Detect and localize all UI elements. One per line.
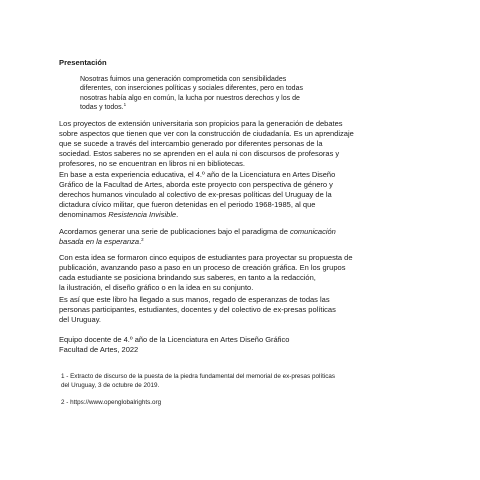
text-line: En base a esta experiencia educativa, el 4.º año de la Licenciatura en Artes Diseño xyxy=(59,170,336,179)
text-line: cada estudiante se posiciona brindando sus saberes, en tanto a la redacción, xyxy=(59,273,316,282)
footnote-1 xyxy=(61,373,421,390)
emphasis-text: comunicación xyxy=(289,227,336,236)
text-line xyxy=(59,210,429,220)
footnote-link[interactable]: 2 - https://www.openglobalrights.org xyxy=(61,399,162,406)
text-fragment: denominamos xyxy=(59,210,109,219)
quote-last-text: todas y todos. xyxy=(80,104,124,112)
quote-line-last xyxy=(80,103,320,112)
footnote-2 xyxy=(61,399,421,408)
text-line: dictadura cívico militar, que fueron detenidas en el periodo 1968-1985, al que xyxy=(59,200,316,209)
quote-line: nosotras había algo en común, la lucha por nuestros derechos y los de xyxy=(80,94,300,102)
text-line: Con esta idea se formaron cinco equipos de estudiantes para proyectar su propuesta de xyxy=(59,253,353,262)
text-fragment: . xyxy=(139,237,142,246)
text-line: Gráfico de la Facultad de Artes, aborda este proyecto con perspectiva de género y xyxy=(59,180,333,189)
text-line: derechos humanos vinculado al colectivo de ex-presas políticas del Uruguay de la xyxy=(59,190,332,199)
paragraph-extension xyxy=(59,119,429,169)
paragraph-teams xyxy=(59,253,429,293)
footnote-line: 1 - Extracto de discurso de la puesta de la piedra fundamental del memorial de ex-presas políticas xyxy=(61,373,336,380)
quote-line: Nosotras fuimos una generación comprometida con sensibilidades xyxy=(80,76,287,83)
section-title: Presentación xyxy=(59,58,107,67)
text-line xyxy=(59,227,429,237)
text-fragment: Acordamos generar una serie de publicaciones bajo el paradigma de xyxy=(59,227,290,236)
footnote-ref-2[interactable]: 2 xyxy=(141,237,144,242)
paragraph-paradigm xyxy=(59,227,429,247)
text-line xyxy=(59,237,429,247)
footnote-line: del Uruguay, 3 de octubre de 2019. xyxy=(61,381,160,389)
signature-line: Facultad de Artes, 2022 xyxy=(59,345,139,354)
text-line: que se sucede a través del intercambio generado por diferentes personas de la xyxy=(59,139,323,148)
text-line: sociedad. Estos saberes no se aprenden en el aula ni con discursos de profesoras y xyxy=(59,149,340,158)
emphasis-text: basada en la esperanza xyxy=(59,237,140,246)
text-line: personas participantes, estudiantes, docentes y del colectivo de ex-presas políticas xyxy=(59,305,336,314)
text-line: del Uruguay. xyxy=(59,315,101,324)
text-line: la ilustración, el diseño gráfico o en la idea en su conjunto. xyxy=(59,283,254,292)
text-line: Es así que este libro ha llegado a sus manos, regado de esperanzas de todas las xyxy=(59,295,330,304)
paragraph-closing xyxy=(59,295,429,325)
text-fragment: . xyxy=(176,210,179,219)
signature-line: Equipo docente de 4.º año de la Licenciatura en Artes Diseño Gráfico xyxy=(59,335,290,344)
text-line: profesores, no se encuentran en libros ni en bibliotecas. xyxy=(59,159,245,168)
paragraph-experience xyxy=(59,170,429,220)
project-name: Resistencia Invisible xyxy=(108,210,177,219)
footnote-ref-1[interactable]: 1 xyxy=(123,102,127,108)
epigraph-quote xyxy=(80,75,320,113)
text-line: publicación, avanzando paso a paso en un proceso de creación gráfica. En los grupos xyxy=(59,263,346,272)
signature xyxy=(59,335,429,355)
text-line: sobre aspectos que tienen que ver con la construcción de ciudadanía. Es un aprendizaje xyxy=(59,129,354,138)
quote-line: diferentes, con inserciones políticas y sociales diferentes, pero en todas xyxy=(80,85,303,93)
text-line: Los proyectos de extensión universitaria son propicios para la generación de debates xyxy=(59,119,343,128)
